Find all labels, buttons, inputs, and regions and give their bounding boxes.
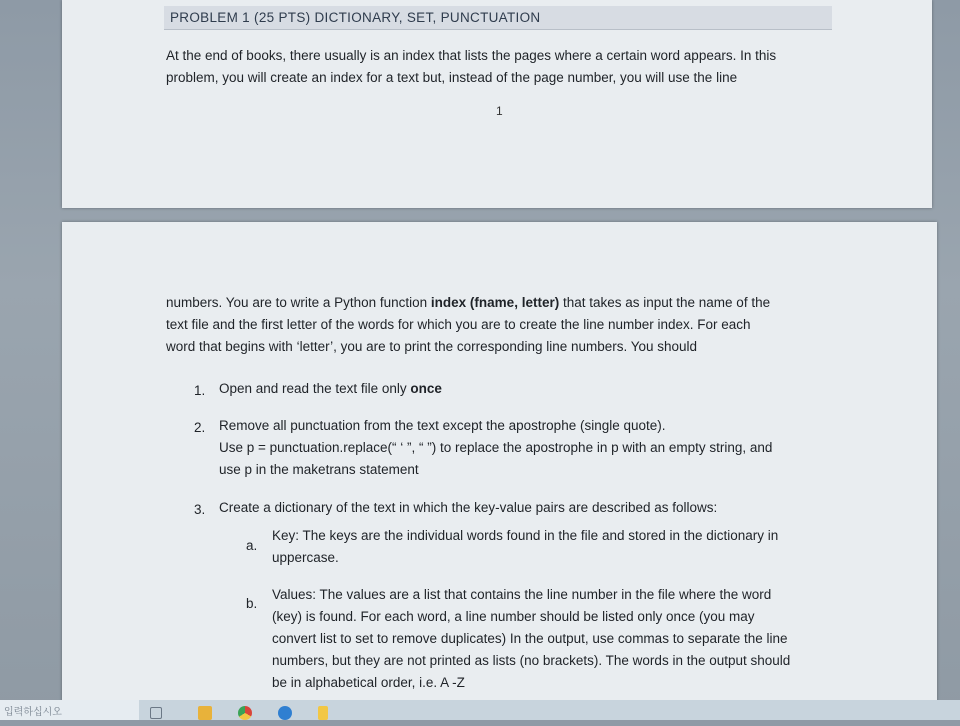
sublist-item-b-line-1: Values: The values are a list that contains the line number in the file where the word bbox=[272, 587, 772, 602]
list-item-2-line-1: Remove all punctuation from the text except the apostrophe (single quote). bbox=[219, 418, 666, 433]
task-view-icon[interactable] bbox=[150, 707, 162, 719]
edge-icon[interactable] bbox=[278, 706, 292, 720]
sublist-item-b-line-2: (key) is found. For each word, a line number should be listed only once (you may bbox=[272, 609, 755, 624]
list-number-1: 1. bbox=[194, 383, 206, 398]
continuation-line-2: text file and the first letter of the words for which you are to create the line number index. For each bbox=[166, 317, 751, 332]
problem-heading: PROBLEM 1 (25 PTS) DICTIONARY, SET, PUNCTUATION bbox=[164, 6, 832, 30]
list-item-2 bbox=[219, 415, 859, 481]
document-page-2 bbox=[62, 222, 937, 702]
sublist-item-a bbox=[272, 525, 852, 569]
sublist-letter-b: b. bbox=[246, 596, 258, 611]
emphasis-once: once bbox=[410, 381, 442, 396]
intro-line-1: At the end of books, there usually is an index that lists the pages where a certain word appears. In this bbox=[166, 48, 777, 63]
continuation-paragraph bbox=[166, 292, 866, 358]
page-number: 1 bbox=[496, 104, 503, 118]
function-signature: index (fname, letter) bbox=[430, 295, 560, 310]
continuation-line-3: word that begins with ‘letter’, you are to print the corresponding line numbers. You should bbox=[166, 339, 698, 354]
text-span: numbers. You are to write a Python function bbox=[166, 295, 431, 310]
continuation-line-1 bbox=[166, 292, 866, 314]
list-number-2: 2. bbox=[194, 420, 206, 435]
intro-paragraph bbox=[166, 45, 846, 89]
document-page-1 bbox=[62, 0, 932, 208]
list-item-3: Create a dictionary of the text in which the key-value pairs are described as follows: bbox=[219, 500, 718, 515]
taskbar bbox=[0, 700, 960, 720]
sticky-icon[interactable] bbox=[318, 706, 328, 720]
sublist-item-a-line-1: Key: The keys are the individual words found in the file and stored in the dictionary in bbox=[272, 528, 779, 543]
list-item-2-line-3: use p in the maketrans statement bbox=[219, 462, 419, 477]
text-span: that takes as input the name of the bbox=[559, 295, 771, 310]
sublist-item-b-line-3: convert list to set to remove duplicates) In the output, use commas to separate the line bbox=[272, 631, 788, 646]
taskbar-search-box[interactable]: 입력하십시오 bbox=[0, 700, 139, 720]
sublist-item-b bbox=[272, 584, 882, 694]
sublist-item-b-line-5: be in alphabetical order, i.e. A -Z bbox=[272, 675, 465, 690]
chrome-icon[interactable] bbox=[238, 706, 252, 720]
list-item-2-line-2: Use p = punctuation.replace(“ ‘ ”, “ ”) to replace the apostrophe in p with an empty string, and bbox=[219, 440, 773, 455]
text-span: Open and read the text file only bbox=[219, 381, 411, 396]
intro-line-2: problem, you will create an index for a text but, instead of the page number, you will use the line bbox=[166, 70, 738, 85]
sublist-letter-a: a. bbox=[246, 538, 258, 553]
file-explorer-icon[interactable] bbox=[198, 706, 212, 720]
list-number-3: 3. bbox=[194, 502, 206, 517]
sublist-item-a-line-2: uppercase. bbox=[272, 550, 339, 565]
sublist-item-b-line-4: numbers, but they are not printed as lists (no brackets). The words in the output should bbox=[272, 653, 791, 668]
list-item-1 bbox=[219, 378, 442, 400]
